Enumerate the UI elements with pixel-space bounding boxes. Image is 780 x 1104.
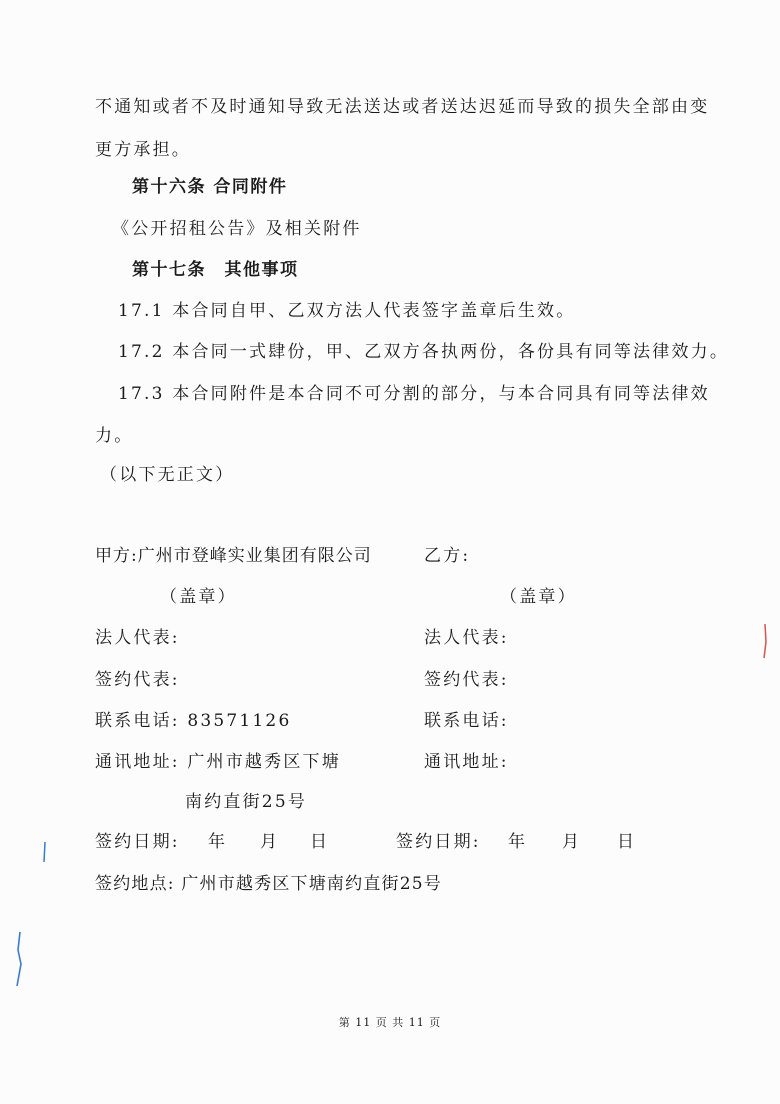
article-16-text: 《公开招租公告》及相关附件 <box>112 219 362 239</box>
party-a-phone: 联系电话: 83571126 <box>95 711 292 731</box>
clause-17-2: 17.2 本合同一式肆份，甲、乙双方各执两份，各份具有同等法律效力。 <box>118 342 730 362</box>
party-a-day: 日 <box>310 832 330 852</box>
party-b-phone: 联系电话: <box>424 711 509 731</box>
party-a-address-cont: 南约直街25号 <box>185 792 308 812</box>
party-a-date-label: 签约日期: <box>95 832 180 852</box>
no-text-below: （以下无正文） <box>100 465 235 485</box>
party-b-date-label: 签约日期: <box>396 832 481 852</box>
party-b-name: 乙方: <box>424 546 471 566</box>
blue-mark-artifact <box>40 840 50 864</box>
party-a-month: 月 <box>260 832 280 852</box>
party-b-year: 年 <box>508 832 528 852</box>
party-b-month: 月 <box>562 832 582 852</box>
party-b-signing-rep: 签约代表: <box>424 670 509 690</box>
party-a-signing-rep: 签约代表: <box>95 670 180 690</box>
blue-mark-artifact <box>12 930 26 990</box>
party-b-address: 通讯地址: <box>424 752 509 772</box>
party-a-legal-rep: 法人代表: <box>95 628 180 648</box>
party-b-seal: （盖章） <box>500 587 577 607</box>
clause-17-3: 17.3 本合同附件是本合同不可分割的部分，与本合同具有同等法律效 <box>118 384 710 404</box>
signing-place: 签约地点: 广州市越秀区下塘南约直街25号 <box>95 874 442 894</box>
clause-17-3-cont: 力。 <box>95 426 134 446</box>
party-b-legal-rep: 法人代表: <box>424 628 509 648</box>
party-a-year: 年 <box>208 832 228 852</box>
article-16-title: 第十六条 合同附件 <box>132 177 288 197</box>
page-footer: 第 11 页 共 11 页 <box>338 1016 442 1029</box>
article-17-title: 第十七条 其他事项 <box>132 260 299 280</box>
party-b-day: 日 <box>617 832 637 852</box>
red-mark-artifact <box>760 622 770 662</box>
party-a-name: 甲方:广州市登峰实业集团有限公司 <box>95 546 372 566</box>
paragraph-line: 不通知或者不及时通知导致无法送达或者送达迟延而导致的损失全部由变 <box>95 97 710 117</box>
paragraph-line: 更方承担。 <box>95 140 191 160</box>
party-a-address: 通讯地址: 广州市越秀区下塘 <box>95 752 341 772</box>
party-a-seal: （盖章） <box>160 587 237 607</box>
clause-17-1: 17.1 本合同自甲、乙双方法人代表签字盖章后生效。 <box>118 301 576 321</box>
